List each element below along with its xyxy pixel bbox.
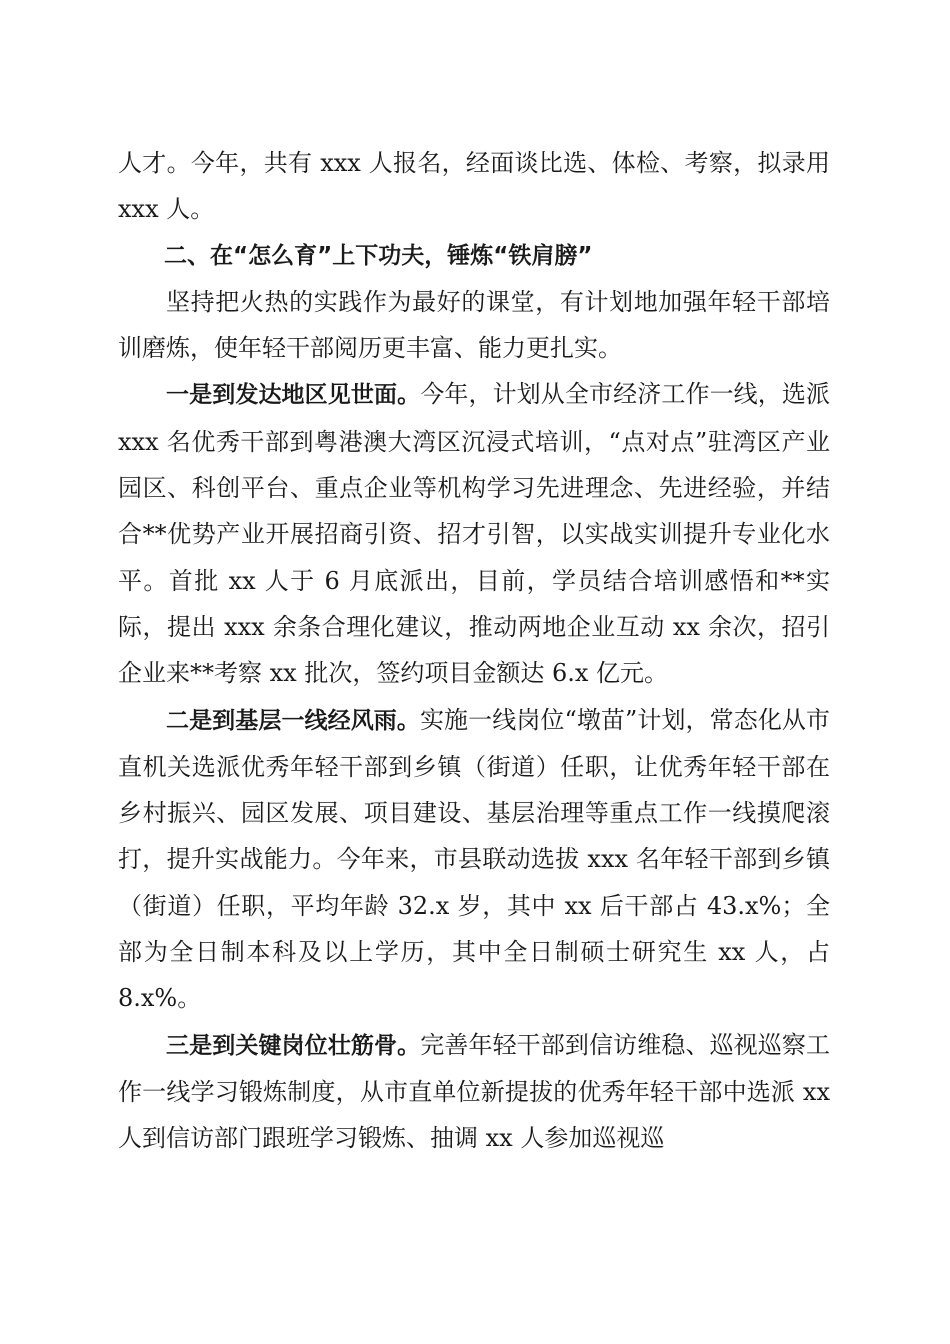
item-2-lead: 二是到基层一线经风雨。	[166, 707, 420, 734]
paragraph-item-2	[118, 697, 830, 1022]
section-heading: 二、在“怎么育”上下功夫，锤炼“铁肩膀”	[164, 242, 593, 269]
paragraph-item-3	[118, 1022, 830, 1162]
item-2-body: 实施一线岗位“墩苗”计划，常态化从市直机关选派优秀年轻干部到乡镇（街道）任职，让优秀年轻干部在乡村振兴、园区发展、项目建设、基层治理等重点工作一线摸爬滚打，提升实战能力。今年来，市县联动选拔 xxx 名年轻干部到乡镇（街道）任职，平均年龄 32.x 岁，其中 xx 后干部占 43.x%；全部为全日制本科及以上学历，其中全日制硕士研究生 xx 人，占 8.x%。	[118, 705, 830, 1013]
item-1-body: 今年，计划从全市经济工作一线，选派 xxx 名优秀干部到粤港澳大湾区沉浸式培训，“点对点”驻湾区产业园区、科创平台、重点企业等机构学习先进理念、先进经验，并结合**优势产业开展招商引资、招才引智，以实战实训提升专业化水平。首批 xx 人于 6 月底派出，目前，学员结合培训感悟和**实际，提出 xxx 余条合理化建议，推动两地企业互动 xx 余次，招引企业来**考察 xx 批次，签约项目金额达 6.x 亿元。	[118, 380, 831, 688]
paragraph-continued: 人才。今年，共有 xxx 人报名，经面谈比选、体检、考察，拟录用 xxx 人。	[118, 149, 830, 224]
item-1-lead: 一是到发达地区见世面。	[166, 382, 421, 409]
document-body	[118, 140, 830, 1162]
paragraph-item-1	[118, 371, 830, 696]
item-3-lead: 三是到关键岗位壮筋骨。	[166, 1032, 421, 1059]
paragraph-intro: 坚持把火热的实践作为最好的课堂，有计划地加强年轻干部培训磨炼，使年轻干部阅历更丰富、能力更扎实。	[118, 287, 830, 363]
item-3-body: 完善年轻干部到信访维稳、巡视巡察工作一线学习锻炼制度，从市直单位新提拔的优秀年轻干部中选派 xx 人到信访部门跟班学习锻炼、抽调 xx 人参加巡视巡	[118, 1030, 831, 1153]
